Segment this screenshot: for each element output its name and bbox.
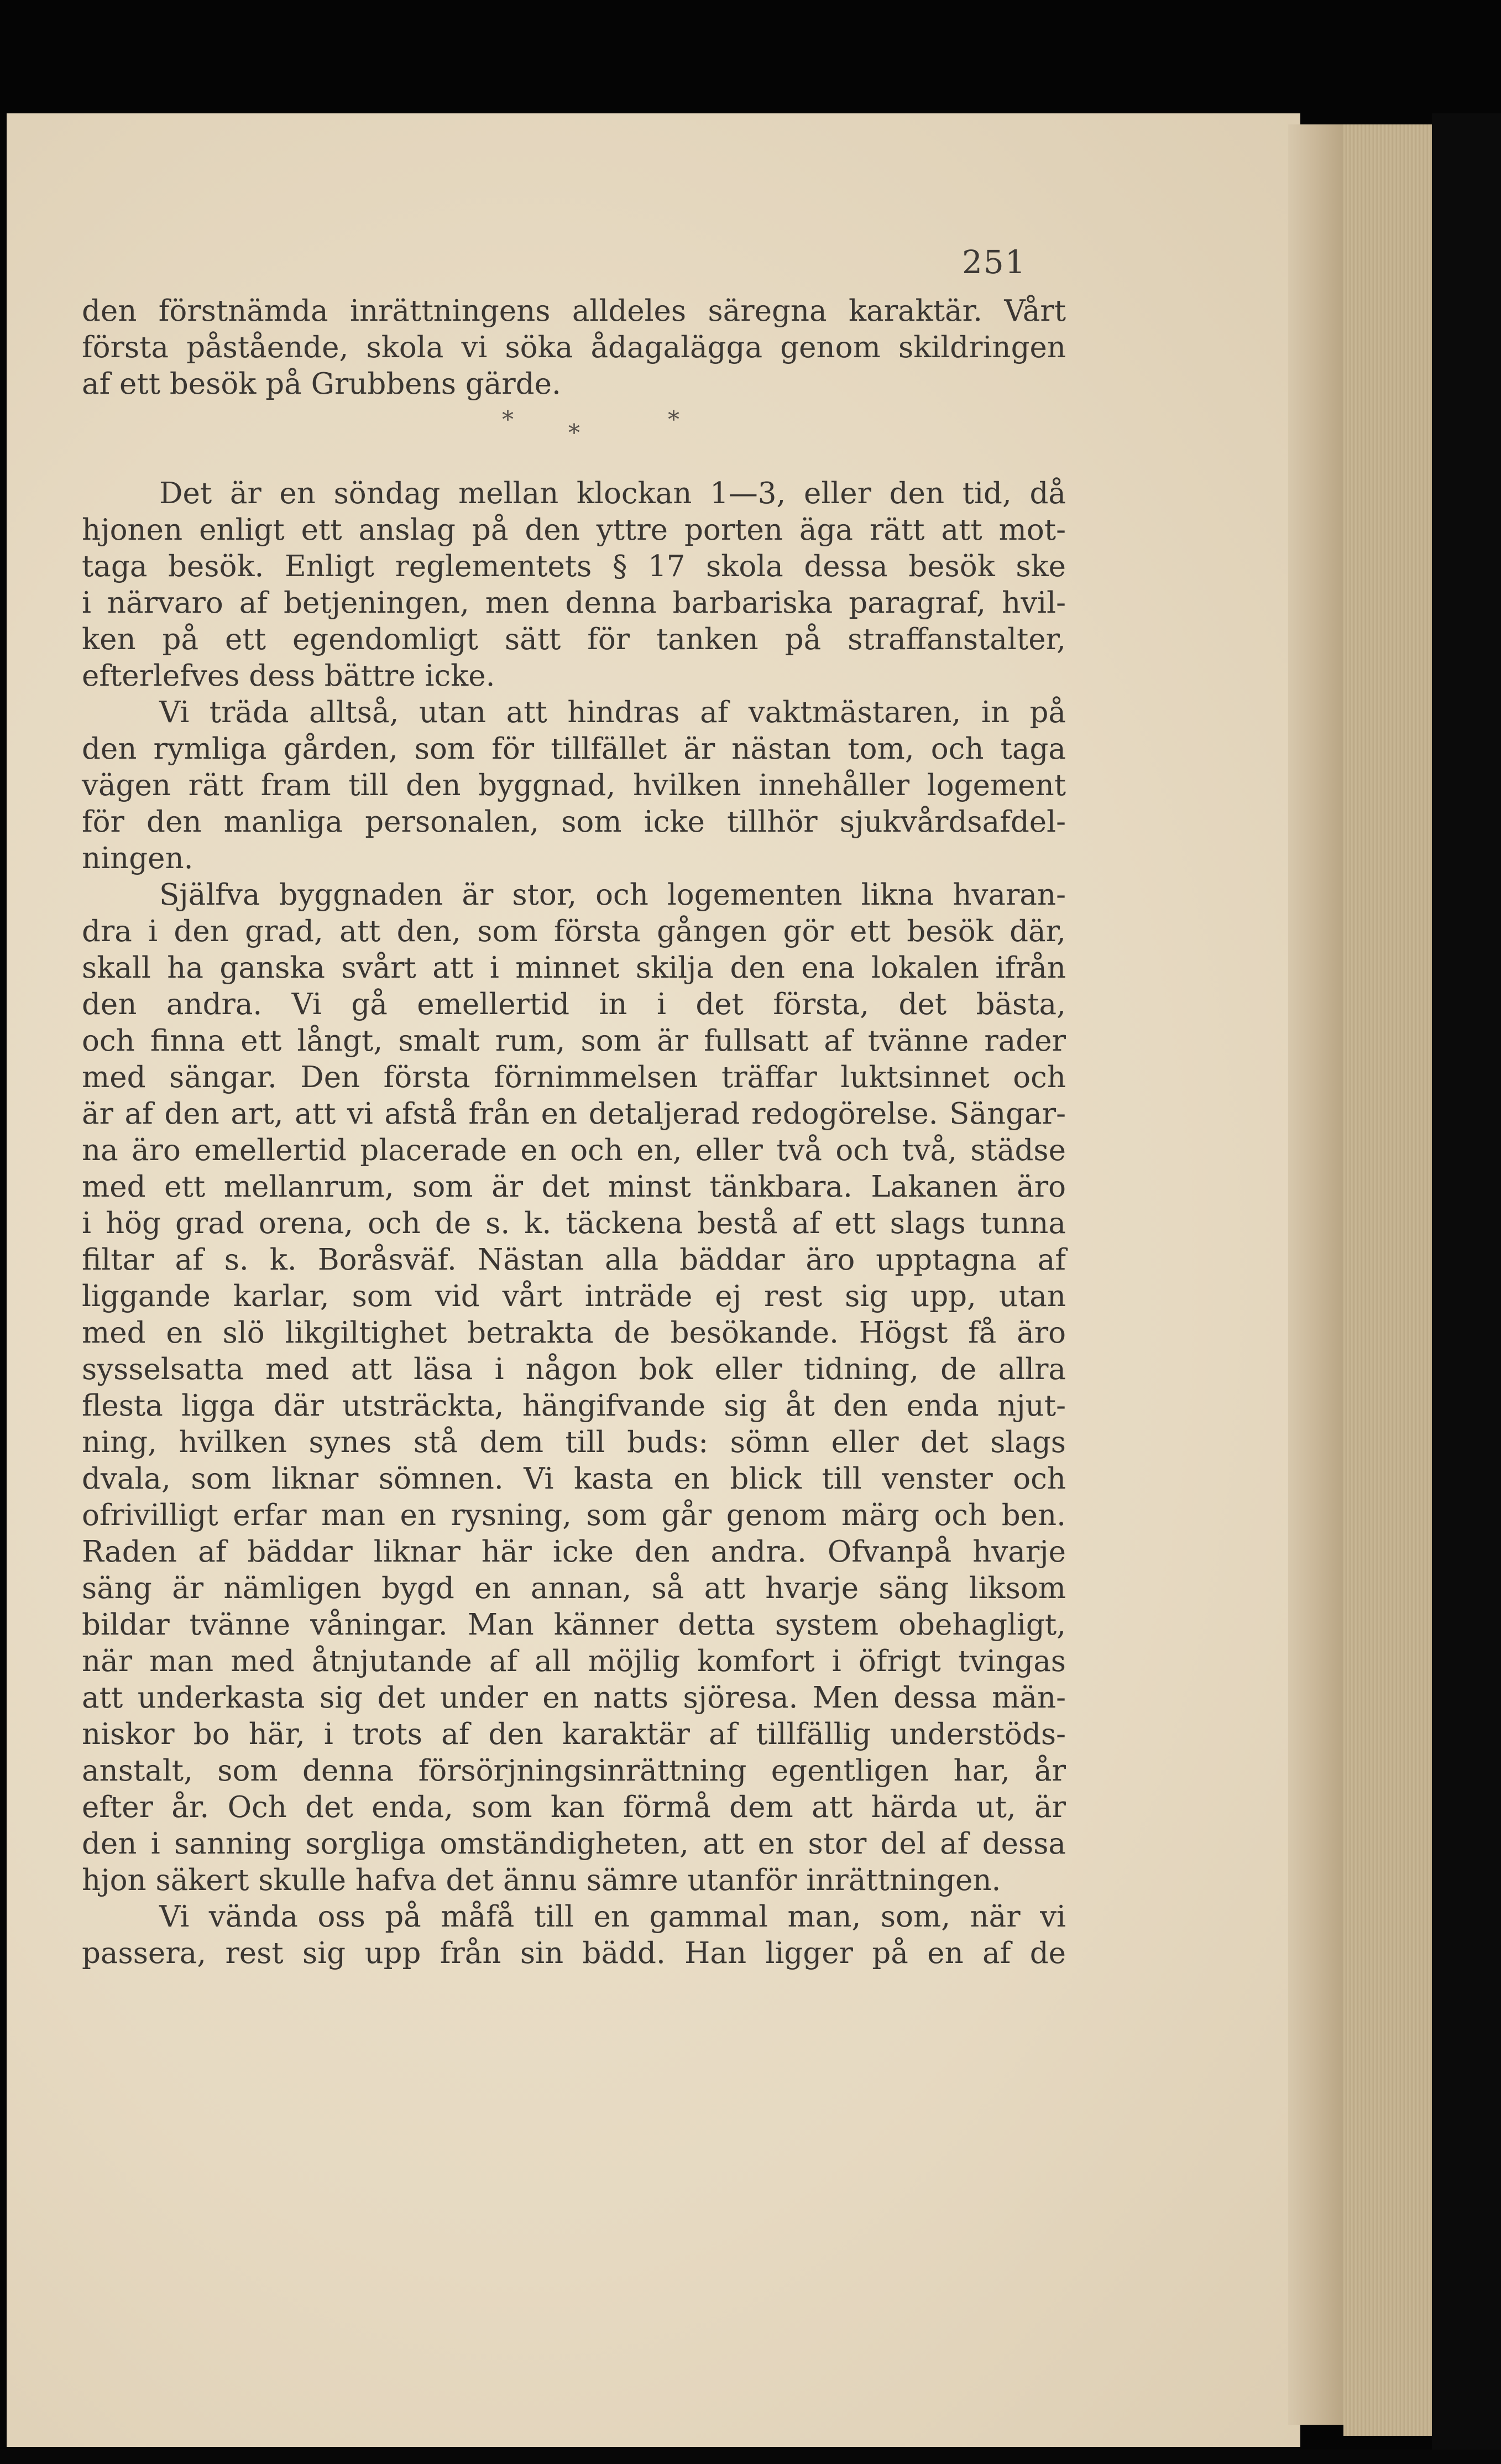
text-line: niskor bo här, i trots af den karaktär af tillfällig understöds- (82, 1718, 1066, 1751)
body-text (82, 293, 1066, 1972)
asterisk: * (668, 406, 679, 433)
text-line: hjon säkert skulle hafva det ännu sämre utanför inrättningen. (82, 1863, 1001, 1897)
text-line: ken på ett egendomligt sätt för tanken på straffanstalter, (82, 623, 1066, 656)
text-line: och finna ett långt, smalt rum, som är fullsatt af tvänne rader (82, 1024, 1066, 1058)
text-line: Vi träda alltså, utan att hindras af vaktmästaren, in på (159, 696, 1066, 729)
text-line: den andra. Vi gå emellertid in i det första, det bästa, (82, 988, 1066, 1021)
text-line: Det är en söndag mellan klockan 1—3, eller den tid, då (159, 477, 1066, 510)
section-break (82, 403, 1066, 446)
text-line: skall ha ganska svårt att i minnet skilja den ena lokalen ifrån (82, 951, 1066, 985)
text-line: den förstnämda inrättningens alldeles säregna karaktär. Vårt (82, 294, 1066, 328)
text-line: är af den art, att vi afstå från en detaljerad redogörelse. Sängar- (82, 1097, 1066, 1131)
text-line: ning, hvilken synes stå dem till buds: sömn eller det slags (82, 1426, 1066, 1459)
text-line: af ett besök på Grubbens gärde. (82, 367, 561, 401)
scan-background-bottom (0, 2450, 1501, 2464)
text-line: i hög grad orena, och de s. k. täckena bestå af ett slags tunna (82, 1207, 1066, 1240)
text-line: när man med åtnjutande af all möjlig komfort i öfrigt tvingas (82, 1645, 1066, 1678)
text-line: flesta ligga där utsträckta, hängifvande sig åt den enda njut- (82, 1389, 1066, 1423)
text-line: efter år. Och det enda, som kan förmå dem att härda ut, är (82, 1790, 1066, 1824)
text-line: efterlefves dess bättre icke. (82, 659, 495, 693)
text-line: Själfva byggnaden är stor, och logementen likna hvaran- (159, 878, 1066, 912)
main-text (82, 476, 1066, 1972)
text-line: dvala, som liknar sömnen. Vi kasta en blick till venster och (82, 1462, 1066, 1496)
text-line: den i sanning sorgliga omständigheten, att en stor del af dessa (82, 1827, 1066, 1861)
page-number: 251 (962, 243, 1027, 281)
text-line: taga besök. Enligt reglementets § 17 skola dessa besök ske (82, 550, 1066, 583)
asterisk: * (568, 419, 580, 446)
text-line: anstalt, som denna försörjningsinrättning egentligen har, år (82, 1754, 1066, 1788)
scan-background-right (1432, 113, 1501, 2464)
text-line: dra i den grad, att den, som första gången gör ett besök där, (82, 915, 1066, 948)
text-line: säng är nämligen bygd en annan, så att hvarje säng liksom (82, 1572, 1066, 1605)
text-line: na äro emellertid placerade en och en, eller två och två, städse (82, 1134, 1066, 1167)
opening-paragraph (82, 293, 1066, 403)
text-line: att underkasta sig det under en natts sjöresa. Men dessa män- (82, 1681, 1066, 1715)
text-line: sysselsatta med att läsa i någon bok eller tidning, de allra (82, 1353, 1066, 1386)
text-line: bildar tvänne våningar. Man känner detta system obehagligt, (82, 1608, 1066, 1642)
text-line: med sängar. Den första förnimmelsen träffar luktsinnet och (82, 1061, 1066, 1094)
text-line: i närvaro af betjeningen, men denna barbariska paragraf, hvil- (82, 586, 1066, 620)
text-line: Raden af bäddar liknar här icke den andra. Ofvanpå hvarje (82, 1535, 1066, 1569)
page-gutter (1288, 124, 1343, 2425)
text-line: ningen. (82, 842, 193, 875)
asterisk: * (502, 406, 514, 433)
text-line: filtar af s. k. Boråsväf. Nästan alla bäddar äro upptagna af (82, 1243, 1066, 1277)
text-line: Vi vända oss på måfå till en gammal man, som, när vi (159, 1900, 1066, 1934)
text-line: med en slö likgiltighet betrakta de besökande. Högst få äro (82, 1316, 1066, 1350)
text-line: med ett mellanrum, som är det minst tänkbara. Lakanen äro (82, 1170, 1066, 1204)
text-line: den rymliga gården, som för tillfället är nästan tom, och taga (82, 732, 1066, 766)
text-line: för den manliga personalen, som icke tillhör sjukvårdsafdel- (82, 805, 1066, 839)
text-line: liggande karlar, som vid vårt inträde ej rest sig upp, utan (82, 1280, 1066, 1313)
text-line: hjonen enligt ett anslag på den yttre porten äga rätt att mot- (82, 513, 1066, 547)
text-line: första påstående, skola vi söka ådagalägga genom skildringen (82, 331, 1066, 364)
page-edges (1343, 124, 1435, 2436)
text-line: vägen rätt fram till den byggnad, hvilken innehåller logement (82, 769, 1066, 802)
text-line: passera, rest sig upp från sin bädd. Han ligger på en af de (82, 1936, 1066, 1970)
text-line: ofrivilligt erfar man en rysning, som går genom märg och ben. (82, 1499, 1066, 1532)
